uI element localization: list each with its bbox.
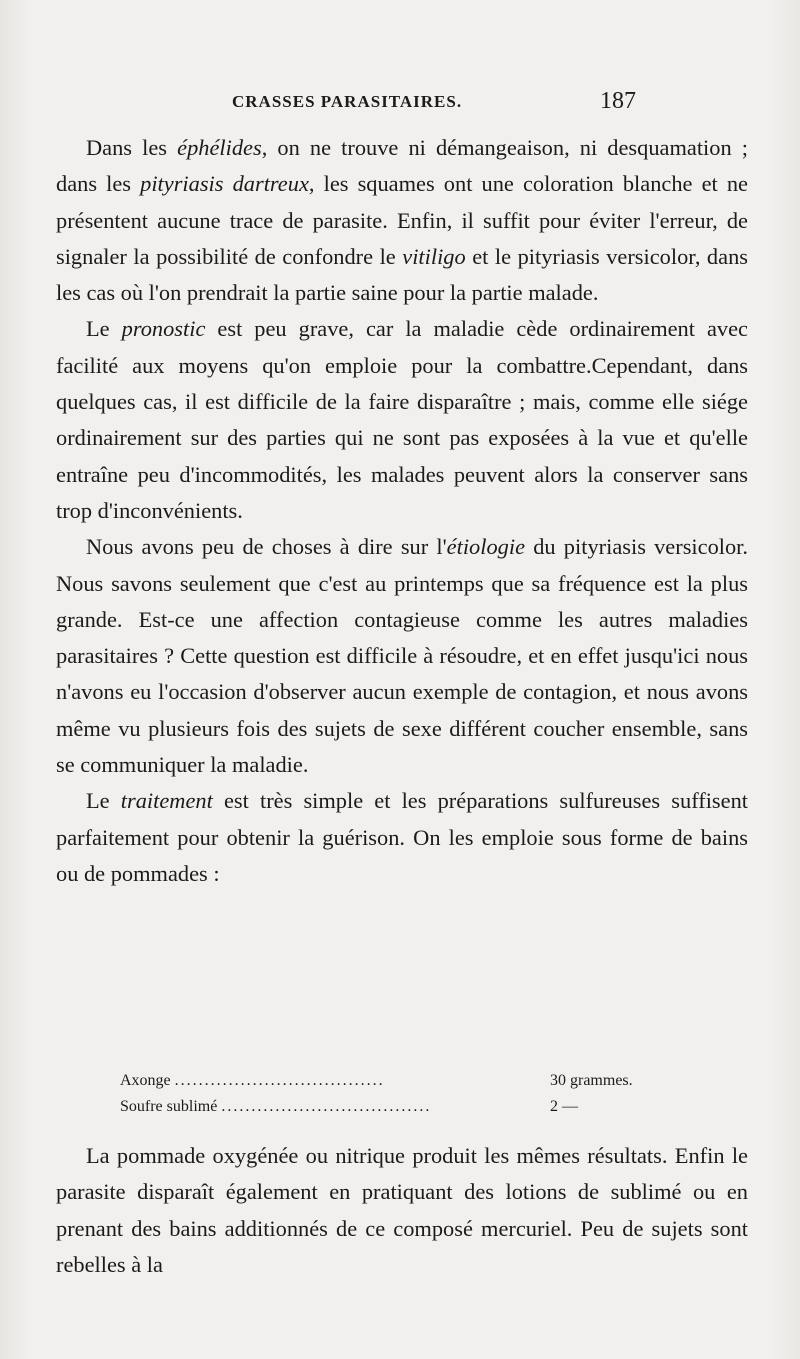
text-run: Dans les	[86, 135, 178, 160]
italic-term: éphélides	[177, 135, 262, 160]
ingredient-quantity: 2 —	[550, 1098, 578, 1115]
closing-paragraph	[56, 1138, 748, 1283]
paragraph	[56, 783, 748, 892]
recipe-row	[120, 1068, 680, 1094]
italic-term: vitiligo	[402, 243, 466, 269]
text-run: Le	[86, 316, 122, 342]
italic-term: traitement	[120, 788, 213, 814]
text-run: Nous avons peu de choses à dire sur l'	[86, 534, 447, 560]
text-run: , les squames ont une coloration blanche et ne présentent aucune trace de parasite. Enfin, il suffit pour éviter l'erreur, de signaler la possibilité de confondre le	[56, 171, 748, 269]
paragraph	[56, 311, 748, 529]
text-run: est très simple et les préparations sulfureuses suffisent parfaitement pour obtenir la guérison. On les emploie sous forme de bains ou de pommades :	[56, 788, 748, 886]
italic-term: étiologie	[446, 534, 526, 560]
italic-term: pityriasis dartreux	[140, 171, 309, 197]
running-title: CRASSES PARASITAIRES.	[232, 92, 463, 111]
text-run: du pityriasis versicolor. Nous savons seulement que c'est au printemps que sa fréquence est la plus grande. Est-ce une affection contagieuse comme les autres maladies parasitaires ? Cette question est difficile à résoudre, et en effet jusqu'ici nous n'avons eu l'occasion d'observer aucun exemple de contagion, et nous avons même vu plusieurs fois des sujets de sexe différent coucher ensemble, sans se communiquer la maladie.	[56, 534, 748, 778]
recipe-table	[120, 1068, 680, 1120]
ingredient-quantity: 30 grammes.	[550, 1072, 633, 1089]
body-text	[56, 130, 748, 892]
page-number: 187	[600, 88, 636, 114]
text-run: , on ne trouve ni démangeaison, ni desquamation ; dans les	[56, 135, 748, 197]
page-header	[0, 88, 800, 118]
recipe-row	[120, 1094, 680, 1120]
dot-leader: ...................................	[221, 1098, 432, 1115]
text-run: est peu grave, car la maladie cède ordinairement avec facilité aux moyens qu'on emploie pour la combattre.Cependant, dans quelques cas, il est difficile de la faire disparaître ; mais, comme elle siége ordinairement sur des parties qui ne sont pas exposées à la vue et qu'elle entraîne peu d'incommodités, les malades peuvent alors la conserver sans trop d'inconvénients.	[56, 316, 748, 523]
dot-leader: ...................................	[174, 1072, 385, 1089]
paragraph	[56, 529, 748, 783]
text-run: Le	[86, 788, 121, 814]
ingredient-name: Soufre sublimé	[120, 1098, 218, 1115]
ingredient-name: Axonge	[120, 1072, 171, 1089]
paragraph	[56, 130, 748, 311]
text-run: et le pityriasis versicolor, dans les cas où l'on prendrait la partie saine pour la partie malade.	[56, 243, 748, 306]
paragraph: La pommade oxygénée ou nitrique produit les mêmes résultats. Enfin le parasite disparaît également en pratiquant des lotions de sublimé ou en prenant des bains additionnés de ce composé mercuriel. Peu de sujets sont rebelles à la	[56, 1143, 748, 1277]
italic-term: pronostic	[121, 316, 206, 342]
